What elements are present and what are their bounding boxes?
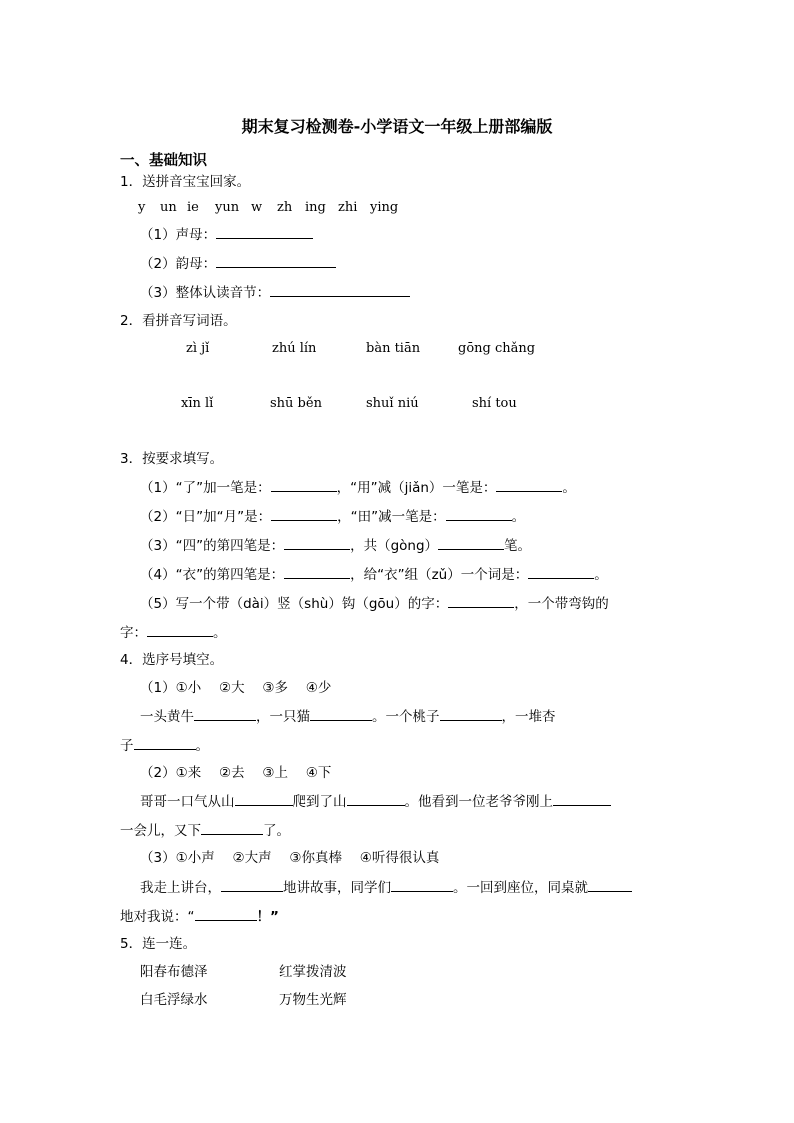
answer-blank[interactable]: [391, 877, 453, 892]
q4-options-2: （2）①来 ②去 ③上 ④下: [140, 765, 332, 781]
text: ，给“衣”组（zǔ）一个词是：: [350, 567, 529, 583]
q1-sub-2-label: （2）韵母：: [140, 256, 217, 272]
question-1-stem: 1．送拼音宝宝回家。: [120, 174, 251, 190]
section-heading: 一、基础知识: [120, 153, 207, 169]
pinyin-item: zhi: [338, 200, 358, 215]
q4-options-3: （3）①小声 ②大声 ③你真棒 ④听得很认真: [140, 850, 440, 866]
answer-blank[interactable]: [271, 477, 337, 492]
answer-blank[interactable]: [440, 706, 502, 721]
answer-blank[interactable]: [496, 477, 562, 492]
pinyin-word: shuǐ niú: [366, 396, 419, 411]
text: ！”: [256, 909, 279, 925]
answer-blank[interactable]: [201, 820, 263, 835]
text: 。: [213, 625, 227, 641]
answer-blank[interactable]: [271, 506, 337, 521]
answer-blank[interactable]: [448, 593, 514, 608]
answer-blank[interactable]: [310, 706, 372, 721]
text: （1）“了”加一笔是：: [140, 480, 271, 496]
text: ，共（gòng）: [350, 538, 439, 554]
match-right-item[interactable]: 万物生光辉: [279, 992, 347, 1008]
pinyin-item: yun: [215, 200, 240, 215]
text: ，一个带弯钩的: [514, 596, 609, 612]
text: 一头黄牛: [140, 709, 194, 725]
answer-blank[interactable]: [216, 253, 336, 268]
answer-blank[interactable]: [553, 791, 611, 806]
pinyin-item: un: [160, 200, 177, 215]
question-5-stem: 5．连一连。: [120, 936, 197, 952]
text: 。: [594, 567, 608, 583]
question-4-stem: 4．选序号填空。: [120, 652, 224, 668]
text: ，“用”减（jiǎn）一笔是：: [336, 480, 497, 496]
q3-line-6: [120, 622, 227, 643]
pinyin-item: ying: [370, 200, 399, 215]
text: ，一只猫: [256, 709, 310, 725]
pinyin-item: w: [251, 200, 263, 215]
text: 。一回到座位，同桌就: [453, 880, 588, 896]
page-title: 期末复习检测卷-小学语文一年级上册部编版: [241, 117, 553, 136]
q4-sentence-2-cont: [120, 820, 290, 841]
pinyin-word: zhú lín: [272, 341, 317, 356]
q1-sub-3: [140, 282, 410, 303]
q4-sentence-1-cont: [120, 735, 209, 756]
pinyin-word: shí tou: [472, 396, 517, 411]
text: 。: [195, 738, 209, 754]
text: 。: [511, 509, 526, 525]
answer-blank[interactable]: [438, 535, 504, 550]
answer-blank[interactable]: [528, 564, 594, 579]
text: （3）“四”的第四笔是：: [140, 538, 285, 554]
q3-line-2: [140, 506, 525, 527]
text: 地讲故事，同学们: [283, 880, 391, 896]
pinyin-item: ing: [305, 200, 326, 215]
text: 一会儿，又下: [120, 823, 201, 839]
q1-sub-1: [140, 224, 313, 245]
answer-blank[interactable]: [588, 877, 632, 892]
match-right-item[interactable]: 红掌拨清波: [279, 964, 347, 980]
text: 笔。: [504, 538, 532, 554]
pinyin-word: xīn lǐ: [181, 396, 214, 411]
answer-blank[interactable]: [235, 791, 293, 806]
pinyin-word: gōng chǎng: [458, 341, 536, 356]
q1-sub-1-label: （1）声母：: [140, 227, 217, 243]
answer-blank[interactable]: [195, 906, 257, 921]
text: 我走上讲台，: [140, 880, 221, 896]
text: 字：: [120, 625, 147, 641]
pinyin-word: zì jǐ: [186, 341, 210, 356]
answer-blank[interactable]: [134, 735, 196, 750]
text: 哥哥一口气从山: [140, 794, 235, 810]
answer-blank[interactable]: [221, 877, 283, 892]
pinyin-item: zh: [277, 200, 293, 215]
text: 。: [562, 480, 576, 496]
answer-blank[interactable]: [216, 224, 313, 239]
q4-sentence-2: [140, 791, 611, 812]
q3-line-5: [140, 593, 609, 614]
answer-blank[interactable]: [147, 622, 213, 637]
q1-sub-2: [140, 253, 336, 274]
pinyin-word: shū běn: [270, 396, 322, 411]
question-3-stem: 3．按要求填写。: [120, 451, 224, 467]
answer-blank[interactable]: [270, 282, 410, 297]
pinyin-item: ie: [187, 200, 199, 215]
text: 。一个桃子: [372, 709, 440, 725]
q1-sub-3-label: （3）整体认读音节：: [140, 285, 271, 301]
answer-blank[interactable]: [347, 791, 405, 806]
text: 地对我说：“: [120, 909, 195, 925]
answer-blank[interactable]: [194, 706, 256, 721]
pinyin-word: bàn tiān: [366, 341, 421, 356]
text: 子: [120, 738, 134, 754]
text: （5）写一个带（dài）竖（shù）钩（gōu）的字：: [140, 596, 449, 612]
text: 了。: [263, 823, 290, 839]
question-2-stem: 2．看拼音写词语。: [120, 313, 237, 329]
text: 。他看到一位老爷爷刚上: [404, 794, 553, 810]
text: ，一堆杏: [501, 709, 556, 725]
text: 爬到了山: [292, 794, 347, 810]
pinyin-item: y: [138, 200, 146, 215]
q3-line-3: [140, 535, 531, 556]
match-left-item[interactable]: 白毛浮绿水: [140, 992, 208, 1008]
q4-sentence-3: [140, 877, 632, 898]
q3-line-1: [140, 477, 576, 498]
q3-line-4: [140, 564, 608, 585]
text: （2）“日”加“月”是：: [140, 509, 272, 525]
q4-sentence-1: [140, 706, 556, 727]
q4-options-1: （1）①小 ②大 ③多 ④少: [140, 680, 332, 696]
q4-sentence-3-cont: [120, 906, 279, 927]
text: ，“田”减一笔是：: [337, 509, 446, 525]
answer-blank[interactable]: [284, 564, 350, 579]
answer-blank[interactable]: [284, 535, 350, 550]
text: （4）“衣”的第四笔是：: [140, 567, 285, 583]
match-left-item[interactable]: 阳春布德泽: [140, 964, 208, 980]
answer-blank[interactable]: [446, 506, 512, 521]
